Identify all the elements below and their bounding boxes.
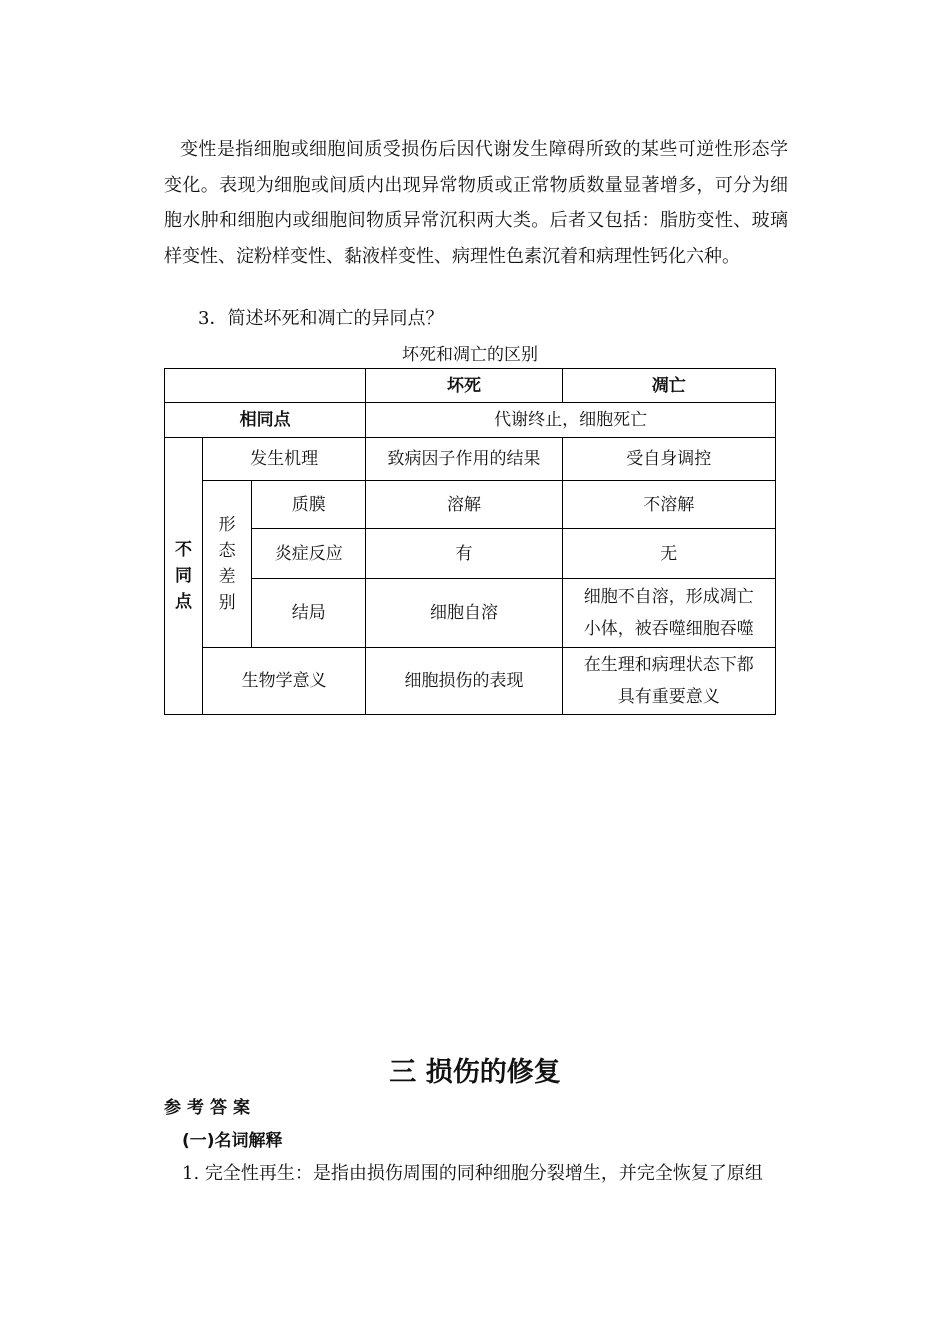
header-empty-cell bbox=[165, 369, 366, 403]
mechanism-label: 发生机理 bbox=[203, 438, 366, 481]
diff-label: 不 同 点 bbox=[165, 438, 203, 715]
comparison-table bbox=[164, 368, 776, 715]
mechanism-apoptosis: 受自身调控 bbox=[562, 438, 775, 481]
intro-paragraph: 变性是指细胞或细胞间质受损伤后因代谢发生障碍所致的某些可逆性形态学变化。表现为细胞或间质内出现异常物质或正常物质数量显著增多，可分为细胞水肿和细胞内或细胞间物质异常沉积两大类。后者又包括：脂肪变性、玻璃样变性、淀粉样变性、黏液样变性、病理性色素沉着和病理性钙化六种。 bbox=[164, 139, 788, 267]
same-label: 相同点 bbox=[165, 403, 366, 438]
inflammation-apoptosis: 无 bbox=[562, 529, 775, 579]
inflammation-label: 炎症反应 bbox=[252, 529, 366, 579]
membrane-apoptosis: 不溶解 bbox=[562, 481, 775, 529]
same-value: 代谢终止，细胞死亡 bbox=[366, 403, 776, 438]
header-apoptosis: 凋亡 bbox=[562, 369, 775, 403]
question-3: 3．简述坏死和凋亡的异同点？ bbox=[198, 308, 444, 329]
significance-necrosis: 细胞损伤的表现 bbox=[366, 648, 562, 715]
mechanism-necrosis: 致病因子作用的结果 bbox=[366, 438, 562, 481]
morph-label: 形 态 差 别 bbox=[203, 481, 252, 648]
subsection-heading: (一)名词解释 bbox=[182, 1131, 283, 1151]
membrane-necrosis: 溶解 bbox=[366, 481, 562, 529]
inflammation-necrosis: 有 bbox=[366, 529, 562, 579]
outcome-necrosis: 细胞自溶 bbox=[366, 579, 562, 648]
header-necrosis: 坏死 bbox=[366, 369, 562, 403]
definition-1: 1. 完全性再生：是指由损伤周围的同种细胞分裂增生，并完全恢复了原组 bbox=[182, 1163, 763, 1184]
section-title: 三 损伤的修复 bbox=[389, 1057, 561, 1088]
significance-label: 生物学意义 bbox=[203, 648, 366, 715]
membrane-label: 质膜 bbox=[252, 481, 366, 529]
reference-answer-heading: 参考答案 bbox=[164, 1098, 256, 1118]
significance-apoptosis: 在生理和病理状态下都 具有重要意义 bbox=[562, 648, 775, 715]
outcome-apoptosis: 细胞不自溶，形成凋亡 小体，被吞噬细胞吞噬 bbox=[562, 579, 775, 648]
table-caption: 坏死和凋亡的区别 bbox=[402, 345, 538, 365]
outcome-label: 结局 bbox=[252, 579, 366, 648]
